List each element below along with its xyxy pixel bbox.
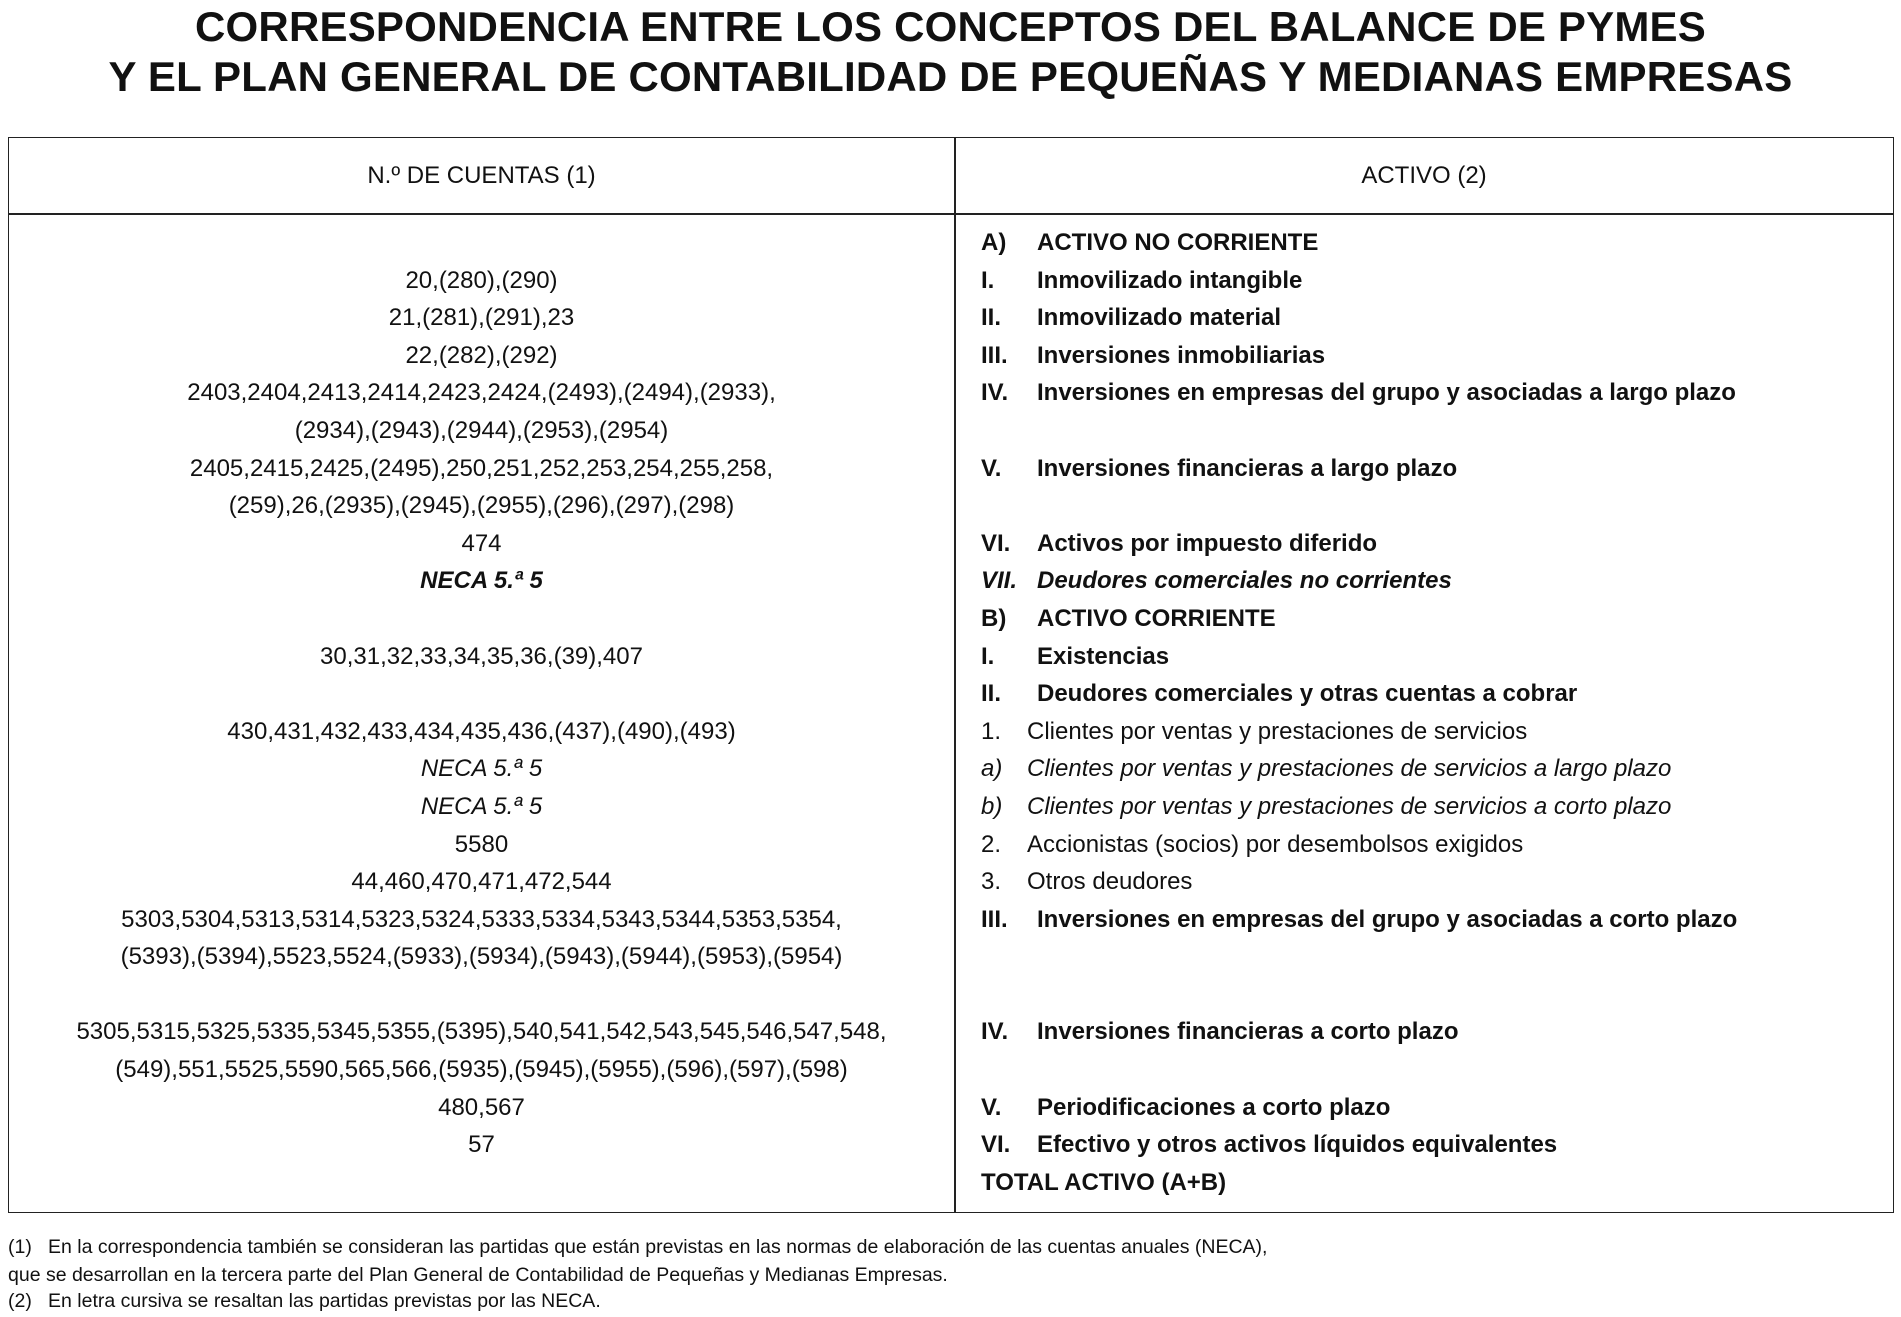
- asset-item-label: Deudores comerciales y otras cuentas a cobrar: [1037, 680, 1578, 708]
- item-number: IV.: [981, 379, 1009, 407]
- table-row: [9, 337, 1893, 375]
- account-numbers: 5580: [454, 830, 509, 858]
- table-row: [9, 525, 1893, 563]
- account-numbers: 21,(281),(291),23: [388, 304, 575, 332]
- table-row: [9, 374, 1893, 412]
- item-number: b): [981, 792, 1003, 820]
- asset-item-label: Clientes por ventas y prestaciones de servicios a largo plazo: [1027, 755, 1672, 783]
- item-number: B): [981, 604, 1007, 632]
- title-line-1: CORRESPONDENCIA ENTRE LOS CONCEPTOS DEL BALANCE DE PYMES: [195, 3, 1706, 50]
- document-title: [0, 2, 1901, 102]
- item-number: 2.: [981, 830, 1002, 858]
- account-numbers: (2934),(2943),(2944),(2953),(2954): [294, 416, 669, 444]
- item-number: II.: [981, 680, 1002, 708]
- item-number: a): [981, 755, 1003, 783]
- footnote-mark: (2): [8, 1290, 32, 1312]
- item-number: II.: [981, 304, 1002, 332]
- account-numbers: NECA 5.ª 5: [420, 567, 543, 595]
- account-numbers: 480,567: [438, 1093, 525, 1121]
- account-numbers: 57: [468, 1131, 495, 1159]
- asset-item-label: Inversiones en empresas del grupo y asociadas a largo plazo: [1037, 379, 1736, 407]
- asset-item-label: Inversiones inmobiliarias: [1037, 341, 1326, 369]
- asset-item-label: ACTIVO CORRIENTE: [1037, 604, 1276, 632]
- asset-item-label: Inmovilizado intangible: [1037, 266, 1303, 294]
- header-accounts: N.º DE CUENTAS (1): [367, 162, 596, 189]
- table-row: [9, 600, 1893, 638]
- table-body: [9, 224, 1893, 1201]
- table-row: [9, 1164, 1893, 1202]
- item-number: A): [981, 229, 1007, 256]
- asset-item-label: Inversiones en empresas del grupo y asociadas a corto plazo: [1037, 905, 1738, 933]
- footnote-2: [8, 1287, 601, 1315]
- account-numbers: 474: [461, 529, 502, 557]
- account-numbers: 22,(282),(292): [405, 341, 558, 369]
- asset-item-label: Inversiones financieras a largo plazo: [1037, 454, 1458, 482]
- footnote-mark: (1): [8, 1236, 32, 1258]
- table-row: [9, 412, 1893, 450]
- footnote-text: que se desarrollan en la tercera parte del Plan General de Contabilidad de Pequeñas y Medianas Empresas.: [8, 1264, 948, 1286]
- item-number: III.: [981, 341, 1008, 369]
- footnote-1: [8, 1233, 1267, 1261]
- asset-item-label: Otros deudores: [1027, 868, 1193, 896]
- table-row: [9, 750, 1893, 788]
- asset-item-label: Periodificaciones a corto plazo: [1037, 1093, 1391, 1121]
- table-row: [9, 1089, 1893, 1127]
- asset-item-label: Clientes por ventas y prestaciones de servicios: [1027, 717, 1528, 745]
- item-number: VI.: [981, 1131, 1011, 1159]
- table-row: [9, 938, 1893, 976]
- table-row: [9, 1013, 1893, 1051]
- item-number: IV.: [981, 1018, 1009, 1046]
- asset-item-label: Existencias: [1037, 642, 1170, 670]
- account-numbers: 30,31,32,33,34,35,36,(39),407: [320, 642, 643, 670]
- item-number: 1.: [981, 717, 1002, 745]
- account-numbers: NECA 5.ª 5: [420, 755, 543, 783]
- table-row: [9, 450, 1893, 488]
- account-numbers: (549),551,5525,5590,565,566,(5935),(5945),(5955),(596),(597),(598): [115, 1056, 848, 1084]
- item-number: 3.: [981, 868, 1002, 896]
- table-row: [9, 638, 1893, 676]
- item-number: VI.: [981, 529, 1011, 557]
- asset-item-label: Clientes por ventas y prestaciones de servicios a corto plazo: [1027, 792, 1672, 820]
- item-number: I.: [981, 266, 995, 294]
- item-number: I.: [981, 642, 995, 670]
- account-numbers: 44,460,470,471,472,544: [351, 868, 612, 896]
- item-number: V.: [981, 454, 1002, 482]
- table-row: [9, 262, 1893, 300]
- account-numbers: 5305,5315,5325,5335,5345,5355,(5395),540,541,542,543,545,546,547,548,: [76, 1018, 887, 1046]
- table-row: [9, 976, 1893, 1014]
- account-numbers: (259),26,(2935),(2945),(2955),(296),(297),(298): [228, 492, 735, 520]
- asset-item-label: Accionistas (socios) por desembolsos exigidos: [1027, 830, 1524, 858]
- header-divider: [9, 213, 1893, 215]
- account-numbers: 20,(280),(290): [405, 266, 558, 294]
- item-number: V.: [981, 1093, 1002, 1121]
- item-number: VII.: [981, 567, 1018, 595]
- header-assets: ACTIVO (2): [1361, 162, 1487, 189]
- asset-item-label: ACTIVO NO CORRIENTE: [1037, 229, 1319, 256]
- account-numbers: NECA 5.ª 5: [420, 792, 543, 820]
- account-numbers: 2403,2404,2413,2414,2423,2424,(2493),(2494),(2933),: [187, 379, 776, 407]
- asset-item-label: Deudores comerciales no corrientes: [1037, 567, 1452, 595]
- table-row: [9, 901, 1893, 939]
- account-numbers: 2405,2415,2425,(2495),250,251,252,253,254,255,258,: [189, 454, 774, 482]
- footnote-text: En la correspondencia también se consideran las partidas que están previstas en las normas de elaboración de las cuentas anuales (NECA),: [48, 1236, 1268, 1258]
- account-numbers: 5303,5304,5313,5314,5323,5324,5333,5334,5343,5344,5353,5354,: [121, 905, 842, 933]
- account-numbers: (5393),(5394),5523,5524,(5933),(5934),(5943),(5944),(5953),(5954): [120, 943, 843, 971]
- asset-item-label: Efectivo y otros activos líquidos equivalentes: [1037, 1131, 1558, 1159]
- table-row: [9, 487, 1893, 525]
- asset-item-label: TOTAL ACTIVO (A+B): [981, 1168, 1227, 1196]
- table-row: [9, 562, 1893, 600]
- table-row: [9, 713, 1893, 751]
- table-row: [9, 863, 1893, 901]
- table-row: [9, 826, 1893, 864]
- footnote-text: En letra cursiva se resaltan las partidas previstas por las NECA.: [48, 1290, 601, 1312]
- asset-item-label: Activos por impuesto diferido: [1037, 529, 1378, 557]
- table-row: [9, 299, 1893, 337]
- table-row: [9, 1051, 1893, 1089]
- table-row: [9, 675, 1893, 713]
- title-line-2: Y EL PLAN GENERAL DE CONTABILIDAD DE PEQUEÑAS Y MEDIANAS EMPRESAS: [108, 53, 1793, 100]
- item-number: III.: [981, 905, 1008, 933]
- footnote-1-cont: [8, 1261, 948, 1289]
- correspondence-table: [8, 137, 1894, 1213]
- account-numbers: 430,431,432,433,434,435,436,(437),(490),(493): [227, 717, 736, 745]
- asset-item-label: Inmovilizado material: [1037, 304, 1282, 332]
- table-row: [9, 1126, 1893, 1164]
- table-row: [9, 224, 1893, 262]
- table-row: [9, 788, 1893, 826]
- asset-item-label: Inversiones financieras a corto plazo: [1037, 1018, 1459, 1046]
